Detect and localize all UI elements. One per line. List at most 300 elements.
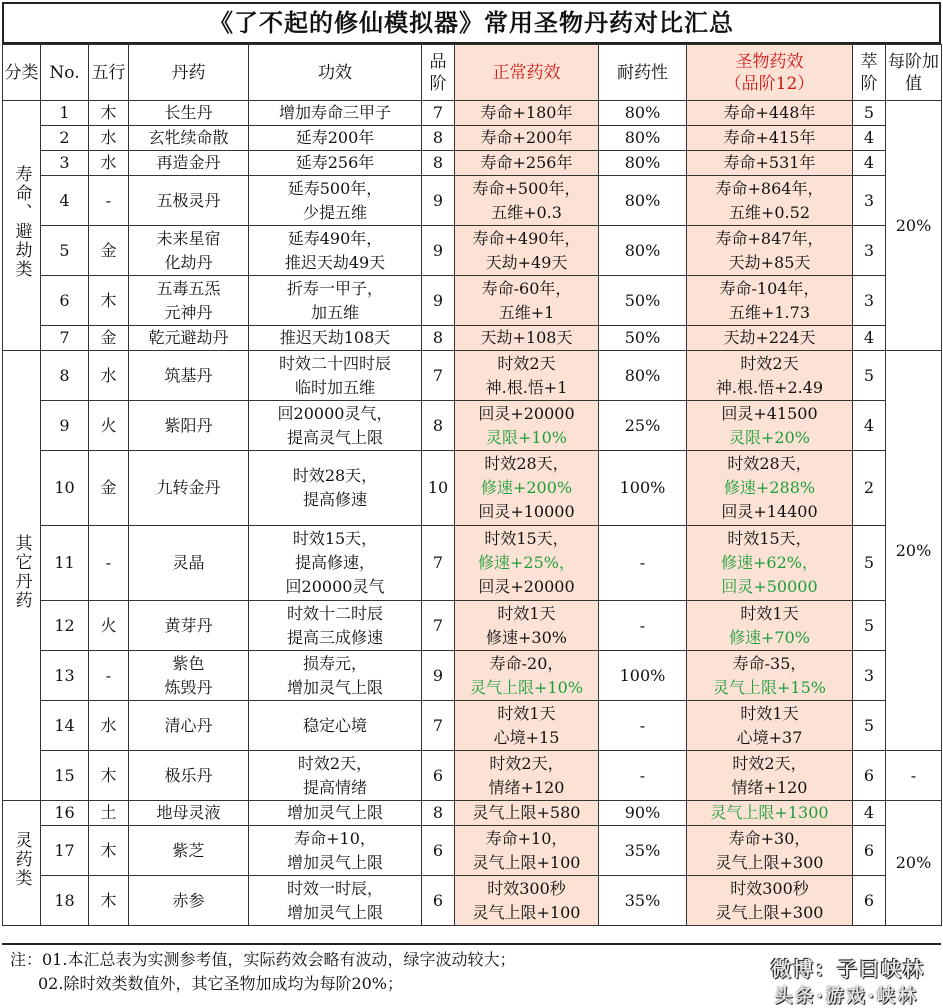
effect-line: 延寿256年 xyxy=(295,153,375,172)
table-row xyxy=(3,751,942,801)
tolerance-cell: - xyxy=(599,751,687,801)
pill-line: 元神丹 xyxy=(164,302,213,322)
header-row xyxy=(3,45,942,101)
no-cell: 9 xyxy=(41,401,89,451)
normal-line: 灵气上限+580 xyxy=(472,803,581,822)
holy-effect-cell xyxy=(687,126,853,151)
effect-line: 增加灵气上限 xyxy=(286,803,383,822)
pill-name-cell xyxy=(129,101,249,126)
effect-line: 少提五维 xyxy=(302,202,367,222)
element-cell: 金 xyxy=(89,451,129,526)
holy-line: 寿命+864年， xyxy=(715,178,824,198)
category-label: 灵药类 xyxy=(11,831,32,888)
holy-line: 寿命-104年， xyxy=(719,278,820,298)
holy-line: 灵限+20% xyxy=(729,427,810,447)
pill-line: 九转金丹 xyxy=(156,478,221,497)
normal-line: 心境+15 xyxy=(493,727,560,747)
effect-cell xyxy=(249,151,422,176)
tolerance-cell: 25% xyxy=(599,401,687,451)
normal-effect-cell xyxy=(455,101,599,126)
refine-cell: 5 xyxy=(853,351,886,401)
effect-cell xyxy=(249,526,422,601)
pill-name-cell xyxy=(129,226,249,276)
normal-line: 五维+1 xyxy=(498,302,555,322)
holy-effect-cell xyxy=(687,701,853,751)
tolerance-cell: 80% xyxy=(599,151,687,176)
table-row xyxy=(3,826,942,876)
effect-line: 临时加五维 xyxy=(294,377,375,397)
grade-cell: 6 xyxy=(422,751,455,801)
effect-line: 回20000灵气 xyxy=(285,577,385,596)
tolerance-cell: 100% xyxy=(599,651,687,701)
normal-effect-cell xyxy=(455,826,599,876)
tolerance-cell: 50% xyxy=(599,326,687,351)
normal-line: 情绪+120 xyxy=(488,777,565,797)
normal-effect-cell xyxy=(455,526,599,601)
holy-effect-cell xyxy=(687,351,853,401)
effect-line: 加五维 xyxy=(310,302,359,322)
holy-effect-cell xyxy=(687,801,853,826)
header-no: No. xyxy=(41,45,89,101)
effect-line: 回20000灵气， xyxy=(277,403,393,423)
table-body xyxy=(3,101,942,926)
effect-line: 提高情绪 xyxy=(302,777,367,797)
grade-cell: 8 xyxy=(422,326,455,351)
holy-effect-cell xyxy=(687,751,853,801)
holy-effect-cell xyxy=(687,401,853,451)
header-bonus: 每阶加值 xyxy=(886,45,942,101)
holy-line: 灵气上限+300 xyxy=(715,852,824,872)
table-row xyxy=(3,526,942,601)
holy-line: 五维+0.52 xyxy=(728,202,811,222)
pill-name-cell xyxy=(129,326,249,351)
table-row xyxy=(3,451,942,526)
grade-cell: 7 xyxy=(422,701,455,751)
no-cell: 13 xyxy=(41,651,89,701)
grade-cell: 8 xyxy=(422,151,455,176)
normal-line: 寿命+180年 xyxy=(480,103,573,122)
effect-line: 增加灵气上限 xyxy=(286,852,383,872)
normal-effect-cell xyxy=(455,401,599,451)
pill-line: 再造金丹 xyxy=(156,153,221,172)
table-row xyxy=(3,101,942,126)
element-cell: 金 xyxy=(89,226,129,276)
effect-line: 时效2天， xyxy=(297,753,373,773)
header-element: 五行 xyxy=(89,45,129,101)
refine-cell: 6 xyxy=(853,751,886,801)
holy-effect-cell xyxy=(687,601,853,651)
holy-line: 灵气上限+1300 xyxy=(710,803,829,822)
category-label: 其它丹药 xyxy=(11,534,32,610)
effect-cell xyxy=(249,601,422,651)
table-row xyxy=(3,176,942,226)
pill-line: 乾元避劫丹 xyxy=(148,328,229,347)
effect-cell xyxy=(249,751,422,801)
no-cell: 18 xyxy=(41,876,89,926)
holy-effect-cell xyxy=(687,826,853,876)
holy-line: 时效300秒 xyxy=(730,878,809,898)
grade-cell: 7 xyxy=(422,351,455,401)
no-cell: 12 xyxy=(41,601,89,651)
tolerance-cell: 80% xyxy=(599,101,687,126)
pill-name-cell xyxy=(129,151,249,176)
tolerance-cell: - xyxy=(599,701,687,751)
holy-effect-cell xyxy=(687,151,853,176)
comparison-table xyxy=(2,44,942,926)
holy-effect-cell xyxy=(687,276,853,326)
element-cell: 木 xyxy=(89,826,129,876)
holy-effect-cell xyxy=(687,526,853,601)
grade-cell: 7 xyxy=(422,601,455,651)
element-cell: 木 xyxy=(89,876,129,926)
holy-line: 寿命+30， xyxy=(728,828,811,848)
refine-cell: 6 xyxy=(853,876,886,926)
normal-line: 时效28天， xyxy=(484,454,569,473)
pill-name-cell xyxy=(129,751,249,801)
effect-line: 增加灵气上限 xyxy=(286,902,383,922)
pill-line: 炼毁丹 xyxy=(164,677,213,697)
normal-effect-cell xyxy=(455,326,599,351)
normal-line: 寿命-20， xyxy=(489,653,564,673)
pill-name-cell xyxy=(129,651,249,701)
pill-line: 极乐丹 xyxy=(164,765,213,785)
normal-line: 回灵+20000 xyxy=(478,403,575,423)
effect-line: 推迟天劫49天 xyxy=(284,252,386,272)
holy-effect-cell xyxy=(687,876,853,926)
effect-line: 稳定心境 xyxy=(302,715,367,735)
effect-cell xyxy=(249,126,422,151)
note-2: 02.除时效类数值外，其它圣物加成均为每阶20%； xyxy=(38,974,404,993)
normal-line: 五维+0.3 xyxy=(491,202,562,222)
normal-line: 时效2天， xyxy=(489,753,564,773)
pill-name-cell xyxy=(129,801,249,826)
pill-name-cell xyxy=(129,526,249,601)
effect-line: 时效二十四时辰 xyxy=(278,353,391,373)
refine-cell: 5 xyxy=(853,601,886,651)
normal-line: 时效2天 xyxy=(497,353,556,373)
holy-line: 时效1天 xyxy=(740,603,799,623)
header-effect: 功效 xyxy=(249,45,422,101)
table-row xyxy=(3,351,942,401)
holy-line: 时效15天， xyxy=(727,529,812,548)
normal-line: 寿命-60年， xyxy=(481,278,572,298)
normal-effect-cell xyxy=(455,701,599,751)
pill-name-cell xyxy=(129,451,249,526)
header-category: 分类 xyxy=(3,45,41,101)
normal-line: 灵限+10% xyxy=(486,427,567,447)
holy-effect-cell xyxy=(687,651,853,701)
element-cell: - xyxy=(89,176,129,226)
pill-name-cell xyxy=(129,826,249,876)
effect-line: 增加灵气上限 xyxy=(286,677,383,697)
element-cell: 火 xyxy=(89,601,129,651)
normal-line: 寿命+500年， xyxy=(472,178,581,198)
effect-line: 延寿490年， xyxy=(287,228,383,248)
grade-cell: 9 xyxy=(422,176,455,226)
table-row xyxy=(3,226,942,276)
element-cell: 水 xyxy=(89,126,129,151)
no-cell: 11 xyxy=(41,526,89,601)
holy-line: 时效1天 xyxy=(740,703,799,723)
normal-line: 修速+25%， xyxy=(478,553,575,572)
holy-line: 修速+70% xyxy=(729,627,810,647)
element-cell: - xyxy=(89,651,129,701)
tolerance-cell: 100% xyxy=(599,451,687,526)
element-cell: 木 xyxy=(89,101,129,126)
pill-name-cell xyxy=(129,876,249,926)
no-cell: 17 xyxy=(41,826,89,876)
normal-effect-cell xyxy=(455,276,599,326)
holy-line: 寿命-35， xyxy=(732,653,807,673)
normal-line: 寿命+490年， xyxy=(472,228,581,248)
holy-line: 灵气上限+300 xyxy=(715,902,824,922)
category-cell xyxy=(3,101,41,351)
holy-line: 寿命+448年 xyxy=(723,103,816,122)
effect-line: 提高灵气上限 xyxy=(286,427,383,447)
no-cell: 8 xyxy=(41,351,89,401)
holy-effect-cell xyxy=(687,326,853,351)
category-cell xyxy=(3,801,41,926)
refine-cell: 4 xyxy=(853,126,886,151)
element-cell: 水 xyxy=(89,351,129,401)
no-cell: 1 xyxy=(41,101,89,126)
holy-line: 修速+62%， xyxy=(721,553,818,572)
effect-cell xyxy=(249,451,422,526)
no-cell: 2 xyxy=(41,126,89,151)
element-cell: 土 xyxy=(89,801,129,826)
effect-line: 延寿500年， xyxy=(287,178,383,198)
table-row xyxy=(3,801,942,826)
effect-line: 时效十二时辰 xyxy=(286,603,383,623)
refine-cell: 4 xyxy=(853,401,886,451)
holy-line: 寿命+847年， xyxy=(715,228,824,248)
header-holy-effect: 圣物药效 （品阶12） xyxy=(687,45,853,101)
holy-line: 时效2天 xyxy=(740,353,799,373)
pill-line: 五极灵丹 xyxy=(156,190,221,210)
holy-line: 心境+37 xyxy=(736,727,803,747)
refine-cell: 3 xyxy=(853,176,886,226)
normal-line: 天劫+49天 xyxy=(485,252,568,272)
tolerance-cell: - xyxy=(599,601,687,651)
bonus-cell: 20% xyxy=(886,351,942,751)
effect-cell xyxy=(249,826,422,876)
element-cell: 水 xyxy=(89,151,129,176)
element-cell: - xyxy=(89,526,129,601)
normal-line: 时效300秒 xyxy=(487,878,566,898)
effect-cell xyxy=(249,651,422,701)
element-cell: 水 xyxy=(89,701,129,751)
holy-line: 神.根.悟+2.49 xyxy=(715,377,824,397)
effect-line: 延寿200年 xyxy=(295,128,375,147)
grade-cell: 7 xyxy=(422,101,455,126)
tolerance-cell: - xyxy=(599,526,687,601)
tolerance-cell: 50% xyxy=(599,276,687,326)
grade-cell: 7 xyxy=(422,526,455,601)
effect-line: 损寿元， xyxy=(302,653,367,673)
note-1: 注：01.本汇总表为实测参考值，实际药效会略有波动，绿字波动较大； xyxy=(10,950,516,969)
normal-effect-cell xyxy=(455,351,599,401)
element-cell: 金 xyxy=(89,326,129,351)
no-cell: 10 xyxy=(41,451,89,526)
normal-line: 修速+200% xyxy=(480,478,573,497)
effect-line: 推迟天劫108天 xyxy=(279,328,391,347)
normal-effect-cell xyxy=(455,126,599,151)
element-cell: 火 xyxy=(89,401,129,451)
pill-name-cell xyxy=(129,276,249,326)
normal-line: 寿命+10， xyxy=(485,828,568,848)
tolerance-cell: 35% xyxy=(599,876,687,926)
bonus-cell: 20% xyxy=(886,101,942,351)
holy-effect-cell xyxy=(687,451,853,526)
header-grade: 品阶 xyxy=(422,45,455,101)
pill-line: 长生丹 xyxy=(164,103,213,122)
refine-cell: 5 xyxy=(853,701,886,751)
holy-line: 回灵+50000 xyxy=(721,577,818,596)
normal-effect-cell xyxy=(455,176,599,226)
refine-cell: 6 xyxy=(853,826,886,876)
grade-cell: 10 xyxy=(422,451,455,526)
bonus-cell: 20% xyxy=(886,801,942,926)
header-pill: 丹药 xyxy=(129,45,249,101)
tolerance-cell: 90% xyxy=(599,801,687,826)
table-row xyxy=(3,651,942,701)
no-cell: 16 xyxy=(41,801,89,826)
table-row xyxy=(3,326,942,351)
normal-line: 神.根.悟+1 xyxy=(485,377,568,397)
pill-line: 清心丹 xyxy=(164,715,213,735)
table-row xyxy=(3,701,942,751)
normal-line: 回灵+10000 xyxy=(478,502,575,521)
no-cell: 14 xyxy=(41,701,89,751)
no-cell: 3 xyxy=(41,151,89,176)
pill-line: 紫色 xyxy=(172,653,205,673)
normal-line: 时效1天 xyxy=(497,603,556,623)
refine-cell: 3 xyxy=(853,226,886,276)
page-title: 《了不起的修仙模拟器》常用圣物丹药对比汇总 xyxy=(2,2,941,44)
effect-cell xyxy=(249,401,422,451)
normal-effect-cell xyxy=(455,651,599,701)
grade-cell: 8 xyxy=(422,126,455,151)
refine-cell: 3 xyxy=(853,651,886,701)
tolerance-cell: 80% xyxy=(599,226,687,276)
refine-cell: 4 xyxy=(853,326,886,351)
normal-line: 灵气上限+100 xyxy=(472,852,581,872)
refine-cell: 4 xyxy=(853,151,886,176)
holy-line: 时效2天， xyxy=(732,753,807,773)
pill-line: 赤参 xyxy=(172,890,205,910)
no-cell: 7 xyxy=(41,326,89,351)
table-row xyxy=(3,876,942,926)
pill-name-cell xyxy=(129,351,249,401)
refine-cell: 5 xyxy=(853,101,886,126)
normal-effect-cell xyxy=(455,451,599,526)
effect-line: 寿命+10， xyxy=(294,828,376,848)
holy-effect-cell xyxy=(687,176,853,226)
pill-name-cell xyxy=(129,701,249,751)
holy-line: 情绪+120 xyxy=(731,777,808,797)
table-row xyxy=(3,401,942,451)
grade-cell: 9 xyxy=(422,276,455,326)
tolerance-cell: 80% xyxy=(599,176,687,226)
pill-name-cell xyxy=(129,601,249,651)
pill-line: 地母灵液 xyxy=(156,803,221,822)
header-normal-effect: 正常药效 xyxy=(455,45,599,101)
holy-line: 寿命+531年 xyxy=(723,153,816,172)
pill-line: 灵晶 xyxy=(172,553,205,572)
holy-line: 寿命+415年 xyxy=(723,128,816,147)
holy-line: 天劫+224天 xyxy=(723,328,816,347)
holy-line: 天劫+85天 xyxy=(728,252,811,272)
effect-cell xyxy=(249,876,422,926)
category-cell xyxy=(3,351,41,801)
effect-cell xyxy=(249,801,422,826)
no-cell: 5 xyxy=(41,226,89,276)
pill-line: 五毒五炁 xyxy=(156,278,221,298)
holy-line: 灵气上限+15% xyxy=(713,677,826,697)
normal-effect-cell xyxy=(455,601,599,651)
effect-cell xyxy=(249,351,422,401)
holy-effect-cell xyxy=(687,226,853,276)
effect-line: 增加寿命三甲子 xyxy=(278,103,391,122)
normal-effect-cell xyxy=(455,151,599,176)
normal-effect-cell xyxy=(455,751,599,801)
normal-line: 寿命+200年 xyxy=(480,128,573,147)
pill-line: 筑基丹 xyxy=(164,365,213,385)
no-cell: 6 xyxy=(41,276,89,326)
effect-cell xyxy=(249,176,422,226)
pill-name-cell xyxy=(129,176,249,226)
tolerance-cell: 80% xyxy=(599,351,687,401)
pill-name-cell xyxy=(129,401,249,451)
table-row xyxy=(3,601,942,651)
grade-cell: 8 xyxy=(422,801,455,826)
normal-line: 寿命+256年 xyxy=(480,153,573,172)
grade-cell: 9 xyxy=(422,226,455,276)
table-row xyxy=(3,151,942,176)
holy-line: 时效28天， xyxy=(727,454,812,473)
normal-line: 天劫+108天 xyxy=(480,328,573,347)
pill-name-cell xyxy=(129,126,249,151)
grade-cell: 8 xyxy=(422,401,455,451)
pill-line: 紫阳丹 xyxy=(164,415,213,435)
element-cell: 木 xyxy=(89,751,129,801)
tolerance-cell: 35% xyxy=(599,826,687,876)
refine-cell: 4 xyxy=(853,801,886,826)
holy-line: 修速+288% xyxy=(723,478,816,497)
no-cell: 4 xyxy=(41,176,89,226)
effect-line: 时效15天， xyxy=(292,529,378,548)
pill-line: 化劫丹 xyxy=(164,252,213,272)
normal-effect-cell xyxy=(455,801,599,826)
watermark-toutiao: 头条·游戏·峡林 xyxy=(774,986,919,1007)
normal-line: 灵气上限+10% xyxy=(470,677,583,697)
grade-cell: 9 xyxy=(422,651,455,701)
normal-effect-cell xyxy=(455,226,599,276)
normal-line: 回灵+20000 xyxy=(478,577,575,596)
table-row xyxy=(3,126,942,151)
no-cell: 15 xyxy=(41,751,89,801)
holy-line: 回灵+14400 xyxy=(721,502,818,521)
effect-line: 时效一时辰， xyxy=(286,878,383,898)
effect-line: 提高修速， xyxy=(294,553,375,572)
effect-cell xyxy=(249,326,422,351)
grade-cell: 6 xyxy=(422,876,455,926)
normal-line: 修速+30% xyxy=(486,627,567,647)
table-row xyxy=(3,276,942,326)
pill-line: 黄芽丹 xyxy=(164,615,213,635)
effect-cell xyxy=(249,701,422,751)
effect-line: 折寿一甲子， xyxy=(286,278,383,298)
